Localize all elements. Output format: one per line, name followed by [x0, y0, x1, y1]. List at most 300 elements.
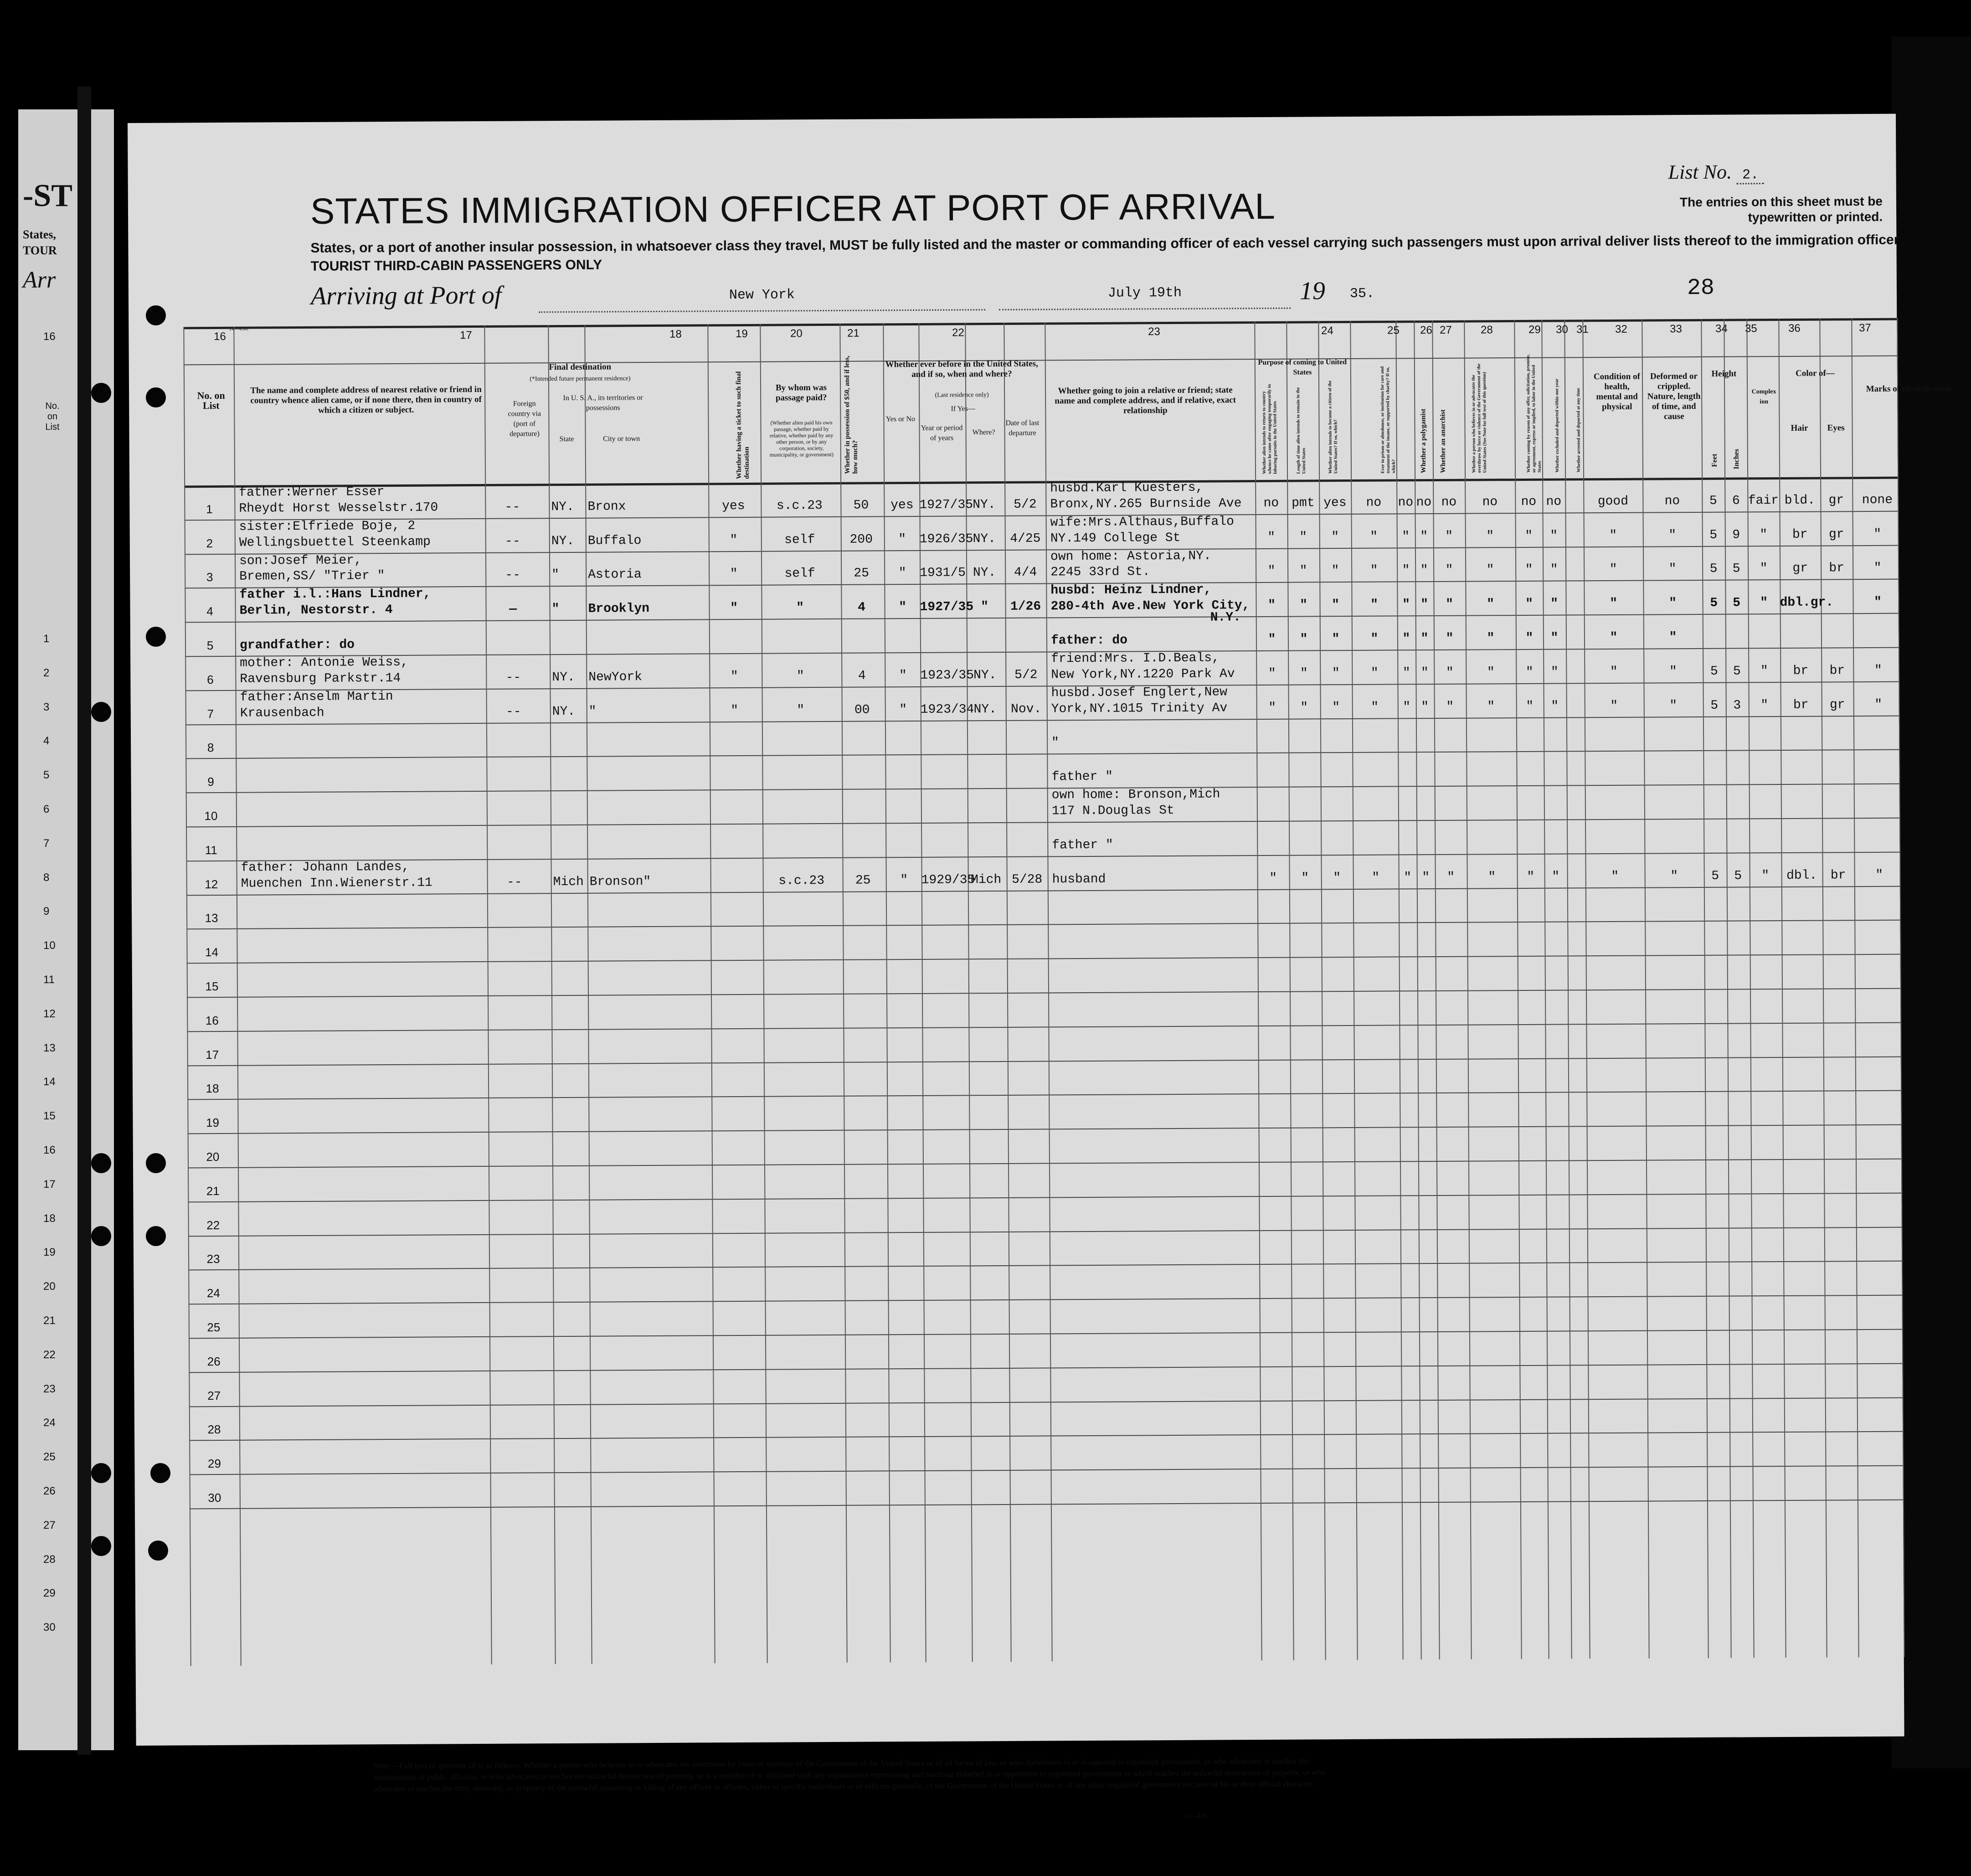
relative-line-2: Rheydt Horst Wesselstr.170 — [239, 500, 438, 516]
cell-c31: " — [1552, 870, 1560, 884]
cell-complexion: " — [1760, 596, 1768, 610]
cell-feet: 5 — [1710, 698, 1719, 713]
port-field: New York — [539, 286, 985, 313]
cell-c31: " — [1550, 631, 1559, 645]
cell-state: " — [551, 602, 560, 617]
cell-inches: 5 — [1734, 869, 1742, 883]
cell-prison: " — [1370, 564, 1378, 578]
cell-eyes: br — [1829, 664, 1845, 678]
col-number-26: 26 — [1420, 324, 1432, 337]
join-relative-line-2: New York,NY.1220 Park Av — [1051, 667, 1235, 682]
row-number: 25 — [207, 1320, 221, 1335]
adjacent-left-page — [18, 109, 114, 1750]
header-if-yes: If Yes— — [951, 405, 976, 413]
cell-ticket: " — [730, 533, 738, 547]
join-relative-line-1: husbd.Josef Englert,New — [1051, 685, 1228, 701]
header-city: City or town — [603, 435, 640, 443]
join-relative-line-2: York,NY.1015 Trinity Av — [1051, 701, 1228, 716]
cell-paid: " — [796, 669, 804, 684]
cell-years: 1931/5 — [920, 566, 966, 581]
cell-complexion: " — [1760, 562, 1768, 576]
relative-line-1: father:Anselm Martin — [240, 689, 393, 705]
cell-money: 4 — [858, 669, 866, 683]
header-prison: Ever in prison or almshouse, or institution for care and treatment of the insane, or supported by charity? If so, which? — [1379, 366, 1397, 474]
punch-hole — [146, 1153, 166, 1173]
cell-feet: 5 — [1709, 562, 1718, 577]
cell-hair: br — [1792, 527, 1808, 542]
row-number: 17 — [206, 1047, 219, 1062]
punch-hole — [91, 383, 111, 403]
row-number: 12 — [205, 877, 218, 891]
left-page-title-fragment: -ST — [23, 178, 72, 213]
left-page-line2: TOUR — [23, 244, 57, 257]
cell-length: pmt — [1292, 496, 1315, 510]
row-rule — [186, 783, 1899, 794]
cell-marks: " — [1873, 527, 1882, 541]
cell-money: 25 — [854, 566, 870, 581]
relative-line-2: Ravensburg Parkstr.14 — [240, 671, 401, 686]
row-number: 22 — [206, 1218, 220, 1232]
relative-line-2: Wellingsbuettel Steenkamp — [239, 535, 431, 550]
punch-hole — [146, 1226, 166, 1246]
cell-city: Brooklyn — [588, 602, 650, 616]
cell-foreign: -- — [505, 670, 521, 685]
col-number-35: 35 — [1745, 322, 1757, 335]
header-join-relative: Whether going to join a relative or friend; state name and complete address, and if relative, exact relationship — [1055, 385, 1236, 416]
cell-return: " — [1268, 632, 1276, 647]
relative-line-1: mother: Antonie Weiss, — [240, 655, 408, 670]
row-number: 13 — [205, 911, 218, 925]
row-number: 10 — [204, 809, 218, 823]
join-relative-line-1: own home: Bronson,Mich — [1051, 787, 1220, 803]
cell-c30: " — [1525, 563, 1533, 577]
cell-length: " — [1300, 666, 1308, 681]
join-relative-line-2: 280-4th Ave.New York City, — [1050, 598, 1250, 614]
left-page-column-number: 16 — [43, 330, 56, 343]
cell-anarchist: " — [1420, 665, 1429, 680]
left-page-row-number: 7 — [43, 837, 50, 850]
cell-years: 1929/35 — [921, 872, 975, 887]
cell-foreign: — — [509, 602, 517, 617]
cell-inches: 9 — [1732, 528, 1740, 542]
header-passage-paid: By whom was passage paid? — [775, 382, 827, 403]
cell-paid: s.c.23 — [778, 873, 825, 888]
cell-c29: " — [1487, 597, 1495, 612]
left-page-row-number: 15 — [43, 1110, 56, 1123]
list-number — [1668, 160, 1764, 184]
row-rule — [189, 1431, 1903, 1441]
header-color-of: Color of— — [1796, 368, 1835, 378]
cell-c29: " — [1488, 870, 1496, 884]
cell-polygamist: " — [1403, 700, 1411, 714]
cell-return: " — [1268, 666, 1276, 681]
cell-anarchist: " — [1421, 700, 1429, 714]
cell-foreign: -- — [505, 705, 521, 719]
cell-c31: " — [1550, 665, 1559, 680]
header-health: Condition of health, mental and physical — [1593, 371, 1640, 412]
cell-c28: " — [1446, 631, 1454, 646]
cell-c29: " — [1487, 665, 1495, 680]
cell-before: " — [899, 668, 907, 683]
row-rule — [188, 1227, 1902, 1237]
col-number-25: 25 — [1387, 324, 1400, 337]
cell-c31: no — [1546, 495, 1562, 509]
cell-complexion: fair — [1748, 493, 1779, 508]
row-number: 2 — [206, 536, 213, 550]
cell-polygamist: " — [1402, 563, 1410, 578]
header-date-last-departure: Date of last departure — [1005, 419, 1040, 437]
left-page-row-number: 22 — [43, 1348, 56, 1361]
cell-state: NY. — [552, 670, 575, 685]
cell-state: " — [551, 568, 560, 582]
cell-paid: " — [796, 601, 804, 615]
header-year-period: Year or period of years — [921, 424, 963, 442]
cell-complexion: " — [1760, 698, 1769, 712]
left-page-no-label-2: on — [47, 412, 58, 422]
row-number: 29 — [207, 1457, 221, 1471]
relative-line-2: Krausenbach — [240, 706, 324, 721]
relative-line-1: sister:Elfriede Boje, 2 — [239, 519, 416, 534]
header-arrested: Whether arrested and deported at any time — [1576, 388, 1582, 473]
cell-city: Bronx — [587, 500, 626, 514]
date-field: July 19th — [999, 285, 1291, 310]
join-relative-line-1: husbd.Karl Kuesters, — [1050, 480, 1204, 496]
col-number-16: 16 — [214, 330, 226, 343]
left-page-row-number: 29 — [43, 1587, 56, 1600]
cell-c30: " — [1525, 529, 1533, 543]
row-number: 15 — [205, 979, 219, 994]
header-no-on-list: No. on List — [197, 389, 225, 412]
cell-length: " — [1301, 871, 1309, 886]
cell-prison: " — [1371, 700, 1379, 715]
punch-hole — [91, 1536, 111, 1556]
row-number: 9 — [207, 775, 214, 789]
cell-polygamist: " — [1404, 870, 1412, 885]
join-relative-line-2: Bronx,NY.265 Burnside Ave — [1050, 496, 1242, 512]
header-yes-no: Yes or No — [885, 415, 916, 423]
cell-inches: 6 — [1732, 494, 1740, 508]
cell-deformed: " — [1670, 869, 1678, 883]
cell-polygamist: no — [1398, 495, 1414, 510]
cell-citizen: " — [1332, 632, 1340, 647]
cell-paid: self — [784, 532, 815, 547]
left-page-row-number: 17 — [43, 1178, 56, 1191]
header-purpose-return: Whether alien intends to return to country whence he came after engaging temporarily in laboring pursuits in the United States — [1261, 384, 1278, 474]
row-number: 8 — [207, 741, 214, 755]
join-relative-line-1: " — [1051, 736, 1060, 750]
cell-c28: " — [1445, 529, 1453, 544]
cell-ticket: " — [731, 703, 739, 718]
header-foreign-country: Foreign country via (port of departure) — [508, 400, 541, 438]
cell-prison: " — [1370, 530, 1378, 544]
punch-hole — [91, 1463, 111, 1483]
cell-c29: " — [1487, 631, 1495, 646]
cell-c31: " — [1551, 699, 1559, 714]
list-number-label: List No. — [1668, 160, 1732, 184]
row-rule — [187, 988, 1900, 998]
header-where: Where? — [972, 428, 995, 437]
join-relative-line-1: friend:Mrs. I.D.Beals, — [1051, 651, 1220, 666]
cell-feet: 5 — [1711, 869, 1719, 883]
header-ever-before: Whether ever before in the United States, and if so, when and where? — [885, 359, 1038, 380]
punch-hole — [146, 305, 166, 325]
cell-eyes: gr — [1828, 493, 1844, 508]
left-page-row-number: 23 — [43, 1382, 56, 1395]
join-relative-line-1: husbd: Heinz Lindner, — [1050, 582, 1212, 598]
cell-eyes: gr — [1828, 527, 1844, 542]
cell-marks: " — [1873, 561, 1882, 576]
form-number: 14—430 — [1184, 1813, 1207, 1820]
row-rule — [188, 1159, 1901, 1169]
cell-health: " — [1611, 869, 1619, 884]
cell-prison: " — [1370, 666, 1379, 680]
row-rule — [187, 1056, 1901, 1066]
cell-health: " — [1610, 699, 1618, 713]
cell-c30: " — [1526, 699, 1534, 714]
cell-health: " — [1610, 630, 1618, 645]
cell-where: " — [981, 600, 989, 614]
left-page-row-number: 13 — [43, 1041, 56, 1054]
col-number-18: 18 — [669, 328, 682, 340]
table-top-rule — [183, 318, 1897, 330]
cell-return: " — [1267, 564, 1276, 579]
row-number: 6 — [207, 672, 214, 686]
join-relative-line-2: 2245 33rd St. — [1050, 565, 1150, 580]
cell-c30: " — [1525, 631, 1534, 645]
cell-health: " — [1610, 665, 1618, 679]
cell-c30: " — [1525, 597, 1534, 612]
cell-c30: " — [1525, 665, 1534, 680]
cell-citizen: " — [1332, 700, 1340, 715]
left-page-row-number: 3 — [43, 701, 50, 713]
cell-return: " — [1267, 530, 1276, 545]
left-page-row-number: 2 — [43, 666, 50, 679]
cell-marks: " — [1874, 697, 1883, 712]
cell-citizen: " — [1331, 530, 1339, 544]
cell-where: NY. — [973, 702, 997, 716]
col-number-22: 22 — [952, 326, 964, 339]
row-rule — [189, 1397, 1903, 1407]
row-number: 30 — [208, 1490, 221, 1505]
cell-health: good — [1597, 494, 1629, 509]
row-number: 5 — [206, 639, 214, 653]
cell-prison: " — [1372, 871, 1380, 885]
cell-foreign: -- — [504, 500, 520, 515]
left-page-row-number: 10 — [43, 939, 56, 952]
cell-return: " — [1269, 871, 1277, 886]
col-number-21: 21 — [847, 327, 859, 340]
row-rule — [188, 1124, 1901, 1134]
cell-where: NY. — [973, 668, 997, 683]
cell-where: NY. — [973, 497, 996, 512]
cell-eyes: gr — [1829, 697, 1845, 712]
cell-eyes: br — [1829, 561, 1845, 576]
cell-ticket: " — [730, 601, 738, 616]
cell-marks: " — [1875, 868, 1884, 882]
header-inches: Inches — [1732, 449, 1741, 469]
col-number-28: 28 — [1480, 324, 1493, 336]
cell-prison: no — [1366, 495, 1382, 510]
col-number-31: 31 — [1576, 323, 1589, 336]
relative-line-2: Muenchen Inn.Wienerstr.11 — [241, 876, 432, 891]
left-page-row-number: 18 — [43, 1212, 56, 1225]
cell-feet: 5 — [1710, 664, 1718, 679]
cell-c31: " — [1550, 597, 1559, 611]
left-page-row-number: 28 — [43, 1553, 56, 1566]
left-page-arriving-fragment: Arr — [23, 267, 56, 293]
cell-health: " — [1609, 562, 1617, 577]
header-overthrow: Whether a person who believes in or advocates the overthrow by force or violence of the Government of the United States (See Note for full text of this question) — [1471, 363, 1488, 473]
cell-years: 1927/35 — [920, 600, 974, 615]
cell-anarchist: " — [1420, 563, 1428, 578]
cell-return: " — [1268, 701, 1276, 715]
list-number-value: 2. — [1737, 167, 1764, 184]
row-rule — [186, 920, 1900, 930]
form-number-small: 14—430c — [229, 326, 249, 332]
col-number-24: 24 — [1321, 325, 1333, 337]
row-number: 14 — [205, 945, 219, 959]
row-number: 1 — [206, 502, 213, 516]
row-rule — [190, 1465, 1903, 1475]
cell-departure: 5/2 — [1014, 668, 1038, 682]
typewritten-instruction: The entries on this sheet must be typewritten or printed. — [1679, 194, 1883, 225]
cell-health: " — [1610, 597, 1618, 611]
row-rule — [189, 1363, 1902, 1373]
cell-c31: " — [1550, 562, 1558, 577]
cell-return: no — [1263, 496, 1279, 510]
header-passage-paid-note: (Whether alien paid his own passage, whether paid by relative, whether paid by any other person, or by any corporation, society, municipality, or government) — [769, 419, 834, 458]
cell-feet: 5 — [1709, 528, 1718, 542]
header-last-residence: (Last residence only) — [935, 392, 989, 399]
cell-before: yes — [890, 498, 914, 513]
cell-state: Mich — [553, 875, 584, 889]
relative-line-1: grandfather: do — [239, 638, 355, 653]
punch-hole — [146, 387, 166, 407]
form-subtitle: States, or a port of another insular possession, in whatsoever class they travel, MUST be fully listed and the master or commanding officer of each vessel carrying such passengers must upon arrival deliver lists thereof to the immigration officer — [310, 232, 1899, 256]
cell-hair: bld. — [1784, 493, 1816, 508]
sheet-number: 28 — [1687, 275, 1715, 302]
cell-length: " — [1299, 530, 1307, 545]
cell-years: 1926/35 — [919, 531, 973, 546]
cell-ticket: " — [730, 567, 738, 582]
row-rule — [186, 851, 1899, 861]
header-marks: Marks of identification — [1866, 384, 1951, 394]
cell-where: Mich — [971, 872, 1002, 887]
cell-c28: " — [1447, 870, 1455, 885]
cell-inches: 3 — [1733, 698, 1741, 713]
cell-c29: " — [1486, 529, 1494, 543]
left-page-no-label-1: No. — [45, 401, 60, 411]
col-number-19: 19 — [736, 327, 748, 340]
cell-city: Buffalo — [587, 533, 642, 548]
header-state: State — [559, 435, 574, 443]
cell-citizen: " — [1333, 871, 1341, 885]
cell-departure: Nov. — [1011, 702, 1042, 716]
join-relative-line-1: own home: Astoria,NY. — [1050, 549, 1211, 564]
cell-paid: " — [797, 703, 805, 717]
left-page-row-number: 25 — [43, 1451, 56, 1464]
row-rule — [187, 954, 1900, 964]
cell-health: " — [1609, 528, 1617, 543]
header-final-destination: Final destination — [549, 362, 612, 372]
year-suffix: 35. — [1349, 286, 1375, 302]
row-number: 4 — [206, 604, 213, 618]
cell-citizen: " — [1332, 666, 1340, 680]
row-rule — [188, 1192, 1901, 1202]
join-relative-line-1: father " — [1052, 838, 1113, 853]
cell-departure: 5/28 — [1012, 872, 1043, 887]
manifest-page — [128, 114, 1951, 1820]
col-number-34: 34 — [1715, 322, 1728, 335]
cell-c30: " — [1527, 870, 1535, 884]
row-rule — [188, 1261, 1902, 1271]
cell-deformed: " — [1669, 665, 1677, 679]
left-page-no-label-3: List — [45, 422, 60, 432]
cell-years: 1927/35 — [919, 498, 973, 512]
row-number: 28 — [207, 1422, 221, 1437]
cell-complexion: " — [1760, 664, 1768, 679]
cell-hair: dbl. — [1786, 868, 1817, 883]
cell-hair: br — [1793, 698, 1809, 712]
header-complexion: Complexion — [1751, 388, 1776, 406]
left-page-no-label — [43, 401, 62, 433]
cell-citizen: " — [1332, 598, 1340, 613]
join-relative-line-2: NY.149 College St — [1050, 531, 1181, 546]
cell-c29: " — [1487, 699, 1495, 714]
col-number-29: 29 — [1528, 323, 1541, 336]
cell-paid: s.c.23 — [776, 498, 823, 513]
cell-inches: 5 — [1733, 664, 1741, 679]
cell-hair: br — [1793, 664, 1809, 678]
col-number-27: 27 — [1439, 324, 1452, 336]
row-number: 19 — [206, 1116, 220, 1130]
col-number-36: 36 — [1788, 322, 1801, 335]
cell-length: " — [1300, 701, 1308, 715]
row-number: 23 — [206, 1252, 220, 1266]
col-number-17: 17 — [460, 329, 472, 342]
cell-marks: none — [1862, 493, 1893, 507]
join-relative-line-3: N.Y. — [1210, 610, 1241, 625]
cell-ticket: yes — [722, 499, 745, 513]
cell-inches: 5 — [1732, 562, 1740, 576]
cell-c28: " — [1446, 597, 1454, 612]
left-page-row-number: 21 — [43, 1314, 56, 1327]
cell-c29: " — [1486, 563, 1494, 577]
cell-deformed: no — [1664, 494, 1680, 509]
cell-eyes: br — [1830, 868, 1846, 883]
left-page-row-number: 6 — [43, 803, 50, 815]
cell-complexion: " — [1761, 868, 1770, 883]
punch-hole — [91, 1226, 111, 1246]
passenger-class: TOURIST THIRD-CABIN PASSENGERS ONLY — [310, 257, 602, 274]
cell-paid: self — [784, 567, 815, 581]
cell-anarchist: " — [1420, 598, 1429, 612]
cell-money: 00 — [854, 703, 870, 717]
cell-anarchist: " — [1422, 870, 1430, 885]
header-polygamist: Whether a polygamist — [1420, 408, 1428, 474]
cell-polygamist: " — [1402, 632, 1410, 646]
cell-length: " — [1299, 564, 1307, 578]
cell-polygamist: " — [1402, 666, 1410, 680]
relative-line-1: father: Johann Landes, — [241, 860, 410, 875]
cell-deformed: " — [1668, 562, 1677, 577]
header-height: Height — [1711, 369, 1737, 379]
left-page-row-number: 19 — [43, 1246, 56, 1259]
cell-years: 1923/34 — [920, 702, 974, 717]
relative-line-1: father:Werner Esser — [239, 485, 385, 500]
join-relative-line-2: 117 N.Douglas St — [1051, 803, 1174, 819]
cell-city: " — [588, 704, 597, 719]
